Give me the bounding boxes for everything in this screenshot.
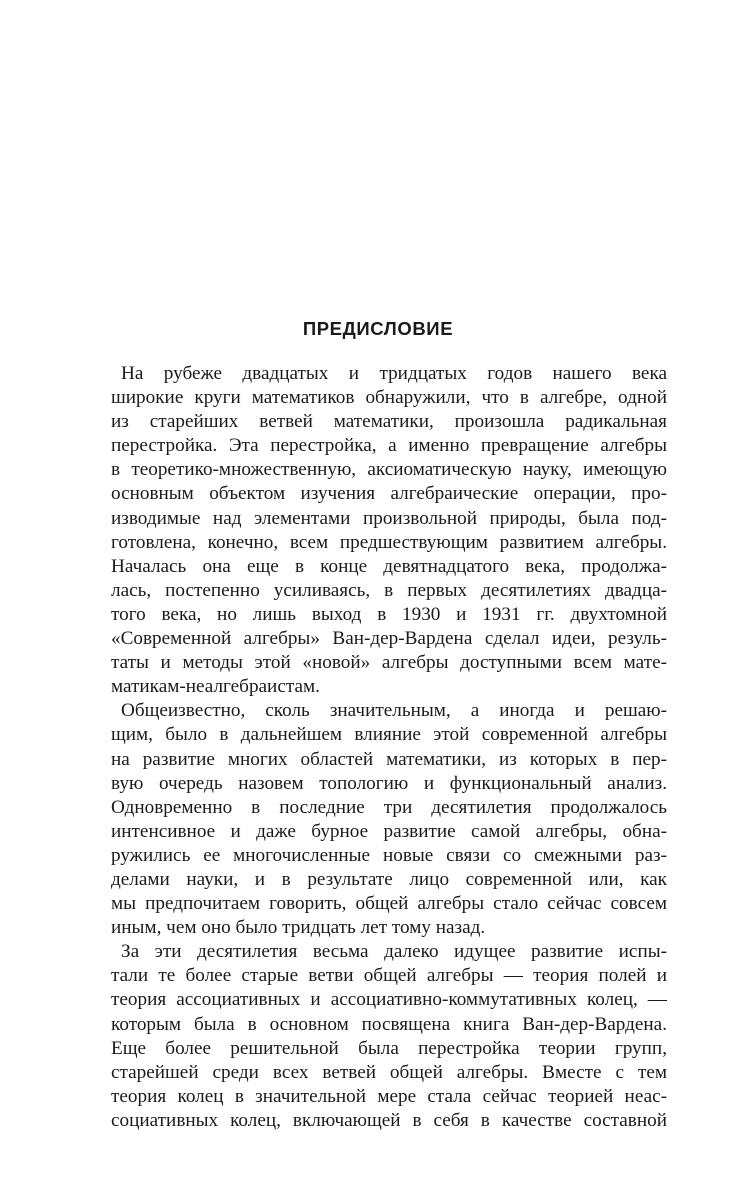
text-line: интенсивное и даже бурное развитие самой алгебры, обна- [111,820,667,842]
text-line: в теоретико-множественную, аксиоматическую науку, имеющую [111,459,667,481]
text-line: Началась она еще в конце девятнадцатого века, продолжа- [111,555,667,577]
text-line: из старейших ветвей математики, произошла радикальная [111,411,667,433]
text-line: тали те более старые ветви общей алгебры — теория полей и [111,965,667,987]
text-line: На рубеже двадцатых и тридцатых годов нашего века [121,363,667,384]
body-text [111,362,667,1133]
text-line: ружились ее многочисленные новые связи со смежными раз- [111,844,667,866]
text-line: широкие круги математиков обнаружили, что в алгебре, одной [111,387,667,409]
text-line: готовлена, конечно, всем предшествующим развитием алгебры. [111,531,667,553]
text-line: Одновременно в последние три десятилетия продолжалось [111,796,667,818]
text-line: перестройка. Эта перестройка, а именно превращение алгебры [111,435,667,457]
page-title: ПРЕДИСЛОВИЕ [302,318,454,339]
text-line: вую очередь назовем топологию и функциональный анализ. [111,772,667,794]
text-line: таты и методы этой «новой» алгебры доступными всем мате- [111,652,667,674]
text-line: Еще более решительной была перестройка теории групп, [111,1037,667,1059]
text-line: делами науки, и в результате лицо современной или, как [111,868,667,890]
text-line: лась, постепенно усиливаясь, в первых десятилетиях двадца- [111,579,667,601]
text-line: того века, но лишь выход в 1930 и 1931 гг. двухтомной [111,603,667,625]
text-line: на развитие многих областей математики, из которых в пер- [111,748,667,770]
text-line: социативных колец, включающей в себя в качестве составной [111,1109,667,1131]
text-line: старейшей среди всех ветвей общей алгебры. Вместе с тем [111,1061,667,1083]
text-line: изводимые над элементами произвольной природы, была под- [111,507,667,529]
text-line: матикам-неалгебраистам. [111,676,320,698]
text-line: щим, было в дальнейшем влияние этой современной алгебры [111,724,667,746]
text-line: теория колец в значительной мере стала сейчас теорией неас- [111,1085,667,1107]
text-line: За эти десятилетия весьма далеко идущее развитие испы- [121,941,667,963]
text-line: иным, чем оно было тридцать лет тому назад. [111,917,486,939]
text-line: «Современной алгебры» Ван-дер-Вардена сделал идеи, резуль- [111,628,667,650]
text-line: теория ассоциативных и ассоциативно-коммутативных колец, — [111,989,667,1011]
text-line: Общеизвестно, сколь значительным, а иногда и решаю- [121,700,667,722]
text-line: мы предпочитаем говорить, общей алгебры стало сейчас совсем [111,893,667,915]
text-line: основным объектом изучения алгебраические операции, про- [111,483,667,505]
text-line: которым была в основном посвящена книга Ван-дер-Вардена. [111,1013,667,1035]
